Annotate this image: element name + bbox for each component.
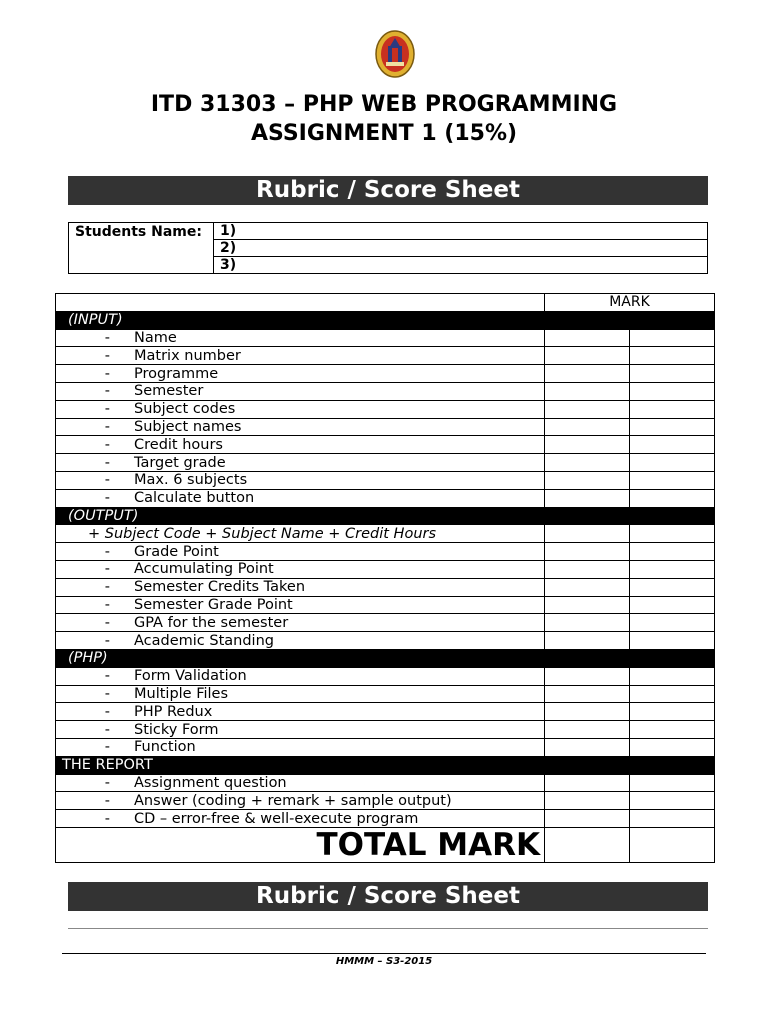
rubric-item: - Sticky Form (56, 721, 545, 739)
rubric-item: - Target grade (56, 454, 545, 472)
rubric-item: - Max. 6 subjects (56, 471, 545, 489)
student-row-3: 3) (214, 257, 708, 274)
mark-cell (630, 365, 715, 383)
total-mark-label: TOTAL MARK (56, 827, 545, 862)
mark-cell (545, 471, 630, 489)
rubric-item: - Subject names (56, 418, 545, 436)
rubric-item: - PHP Redux (56, 703, 545, 721)
course-title: ITD 31303 – PHP WEB PROGRAMMING (150, 92, 618, 117)
mark-cell (545, 667, 630, 685)
mark-cell (630, 667, 715, 685)
section-report: THE REPORT (56, 756, 545, 774)
mark-cell (545, 382, 630, 400)
mark-cell (630, 543, 715, 561)
rubric-item: - Semester Grade Point (56, 596, 545, 614)
rubric-header-blank (56, 294, 545, 312)
mark-cell (630, 721, 715, 739)
mark-cell (630, 685, 715, 703)
section-php: (PHP) (56, 649, 545, 667)
section-input: (INPUT) (56, 311, 545, 329)
mark-cell (630, 525, 715, 543)
mark-cell (545, 685, 630, 703)
rubric-item: - Calculate button (56, 489, 545, 507)
rubric-item: - Accumulating Point (56, 560, 545, 578)
mark-cell (545, 721, 630, 739)
mark-cell (545, 738, 630, 756)
rubric-item: - Assignment question (56, 774, 545, 792)
mark-cell (630, 436, 715, 454)
mark-header: MARK (545, 294, 715, 312)
rubric-item: - CD – error-free & well-execute program (56, 810, 545, 828)
rubric-item: - Semester Credits Taken (56, 578, 545, 596)
mark-cell (545, 632, 630, 650)
total-mark-cell (630, 827, 715, 862)
rubric-item: - Matrix number (56, 347, 545, 365)
mark-cell (545, 614, 630, 632)
mark-cell (630, 400, 715, 418)
rubric-item: - Programme (56, 365, 545, 383)
rubric-item: - Credit hours (56, 436, 545, 454)
mark-cell (630, 329, 715, 347)
assignment-title: ASSIGNMENT 1 (15%) (250, 121, 518, 146)
mark-cell (630, 810, 715, 828)
mark-cell (630, 792, 715, 810)
mark-cell (545, 792, 630, 810)
rubric-item: - Academic Standing (56, 632, 545, 650)
mark-cell (630, 489, 715, 507)
mark-cell (545, 543, 630, 561)
rubric-item: - Form Validation (56, 667, 545, 685)
students-name-label: Students Name: (69, 223, 214, 274)
mark-cell (545, 347, 630, 365)
mark-cell (545, 436, 630, 454)
mark-cell (630, 471, 715, 489)
mark-cell (545, 578, 630, 596)
mark-cell (630, 596, 715, 614)
mark-cell (545, 774, 630, 792)
rubric-table (55, 293, 715, 863)
mark-cell (545, 365, 630, 383)
mark-cell (545, 525, 630, 543)
rubric-item: - Answer (coding + remark + sample output) (56, 792, 545, 810)
mark-cell (630, 614, 715, 632)
rubric-item: - Semester (56, 382, 545, 400)
students-table (68, 222, 708, 274)
rubric-banner-2: Rubric / Score Sheet (68, 882, 708, 911)
mark-cell (545, 454, 630, 472)
footer-rule (62, 953, 706, 954)
mark-cell (630, 382, 715, 400)
mark-cell (630, 703, 715, 721)
student-row-2: 2) (214, 240, 708, 257)
university-crest-logo (375, 30, 415, 78)
mark-cell (630, 454, 715, 472)
mark-cell (630, 418, 715, 436)
rubric-item: - Grade Point (56, 543, 545, 561)
rubric-item: - Function (56, 738, 545, 756)
mark-cell (545, 560, 630, 578)
mark-cell (630, 774, 715, 792)
mark-cell (545, 596, 630, 614)
student-row-1: 1) (214, 223, 708, 240)
mark-cell (545, 810, 630, 828)
mark-cell (545, 489, 630, 507)
mark-cell (545, 400, 630, 418)
mark-cell (545, 418, 630, 436)
section-output: (OUTPUT) (56, 507, 545, 525)
mark-cell (630, 738, 715, 756)
total-mark-cell (545, 827, 630, 862)
divider (68, 928, 708, 929)
mark-cell (630, 347, 715, 365)
rubric-item: - GPA for the semester (56, 614, 545, 632)
output-subheading: + Subject Code + Subject Name + Credit Hours (56, 525, 545, 543)
rubric-item: - Multiple Files (56, 685, 545, 703)
mark-cell (630, 560, 715, 578)
rubric-banner: Rubric / Score Sheet (68, 176, 708, 205)
rubric-item: - Subject codes (56, 400, 545, 418)
rubric-item: - Name (56, 329, 545, 347)
footer-text: HMMM – S3-2015 (335, 956, 433, 967)
mark-cell (630, 578, 715, 596)
mark-cell (630, 632, 715, 650)
mark-cell (545, 703, 630, 721)
mark-cell (545, 329, 630, 347)
